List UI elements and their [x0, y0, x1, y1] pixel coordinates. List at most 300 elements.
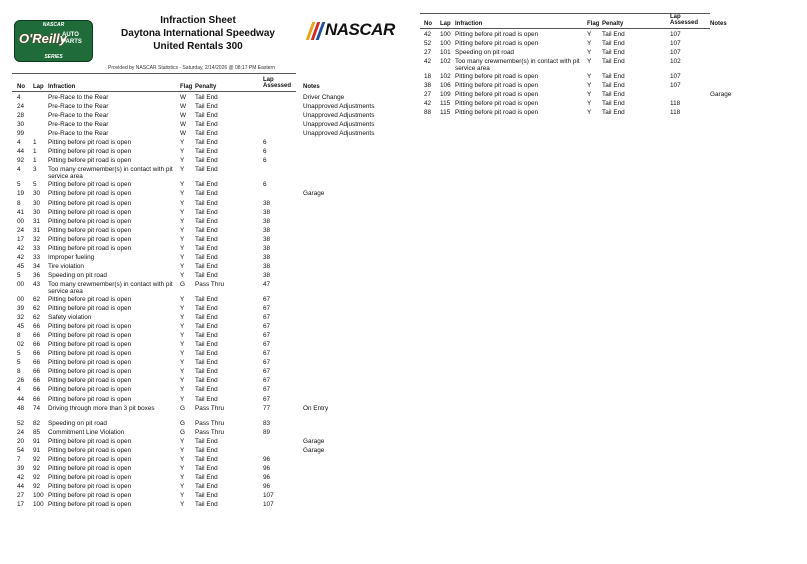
- cell-notes: Unapproved Adjustments: [303, 103, 375, 111]
- table-row: [12, 464, 407, 473]
- cell-lap-assessed: 67: [263, 368, 271, 376]
- table-row: [12, 138, 407, 147]
- cell-no: 00: [17, 295, 25, 303]
- cell-no: 27: [424, 49, 432, 57]
- table-row: [12, 437, 407, 446]
- table-row: [12, 208, 407, 217]
- cell-lap: 66: [33, 350, 41, 358]
- cell-no: 30: [17, 121, 25, 129]
- cell-lap-assessed: 38: [263, 208, 271, 216]
- cell-penalty: Pass Thru: [195, 404, 225, 412]
- cell-penalty: Tail End: [195, 455, 218, 463]
- cell-penalty: Tail End: [602, 73, 625, 81]
- cell-penalty: Tail End: [602, 82, 625, 90]
- cell-infraction: Pitting before pit road is open: [48, 305, 132, 312]
- cell-infraction: Pitting before pit road is open: [48, 181, 132, 189]
- cell-no: 8: [17, 199, 21, 207]
- cell-lap-assessed: 47: [263, 280, 271, 288]
- cell-lap-assessed: 6: [263, 181, 267, 189]
- cell-lap: 66: [33, 395, 41, 403]
- cell-infraction: Pitting before pit road is open: [48, 157, 132, 165]
- cell-no: 02: [17, 341, 25, 349]
- cell-lap-assessed: 67: [263, 350, 271, 358]
- cell-lap-assessed: 6: [263, 157, 267, 165]
- cell-infraction: Pitting before pit road is open: [48, 199, 132, 207]
- cell-no: 39: [17, 305, 25, 312]
- cell-lap: 102: [440, 73, 451, 81]
- cell-lap: 101: [440, 49, 451, 57]
- cell-lap-assessed: 38: [263, 271, 271, 279]
- table-row: [12, 349, 407, 358]
- cell-no: 41: [17, 208, 25, 216]
- table-row: [12, 226, 407, 235]
- cell-infraction: Pitting before pit road is open: [48, 295, 132, 303]
- logo-series-bottom: SERIES: [44, 54, 63, 60]
- cell-flag: W: [180, 121, 187, 129]
- cell-penalty: Tail End: [195, 359, 218, 367]
- cell-no: 5: [17, 350, 21, 358]
- cell-penalty: Tail End: [195, 473, 218, 481]
- cell-infraction: Pre-Race to the Rear: [48, 130, 109, 138]
- cell-notes: On Entry: [303, 404, 329, 412]
- cell-penalty: Tail End: [195, 464, 218, 472]
- cell-no: 8: [17, 368, 21, 376]
- cell-penalty: Tail End: [602, 49, 625, 57]
- cell-lap: 66: [33, 341, 41, 349]
- cell-lap: 33: [33, 253, 41, 261]
- cell-penalty: Tail End: [602, 109, 625, 117]
- nascar-stripes-icon: [305, 22, 327, 40]
- cell-lap: 100: [440, 31, 451, 38]
- cell-lap-assessed: 38: [263, 244, 271, 252]
- cell-lap-assessed: 118: [670, 100, 681, 108]
- cell-lap-assessed: 6: [263, 148, 267, 156]
- cell-flag: Y: [180, 501, 185, 508]
- cell-infraction: Tire violation: [48, 262, 84, 270]
- cell-infraction: Pitting before pit road is open: [48, 437, 132, 445]
- title-block: [108, 14, 288, 53]
- cell-penalty: Pass Thru: [195, 428, 225, 436]
- cell-lap-assessed: 77: [263, 404, 271, 412]
- cell-lap: 91: [33, 437, 41, 445]
- cell-flag: G: [180, 419, 185, 427]
- cell-lap-assessed: 67: [263, 332, 271, 340]
- col-notes: Notes: [303, 84, 320, 90]
- table-row: [12, 129, 407, 138]
- cell-penalty: Tail End: [195, 181, 218, 189]
- table-row: [12, 304, 407, 313]
- cell-flag: Y: [180, 350, 185, 358]
- cell-flag: Y: [587, 109, 592, 117]
- cell-lap-assessed: 67: [263, 377, 271, 385]
- cell-flag: Y: [180, 314, 185, 322]
- cell-infraction: Commitment Line Violation: [48, 428, 125, 436]
- cell-flag: Y: [587, 91, 592, 99]
- cell-infraction: Pitting before pit road is open: [48, 395, 132, 403]
- cell-no: 39: [17, 464, 25, 472]
- table-row: [12, 500, 407, 509]
- table-row: [12, 244, 407, 253]
- cell-no: 42: [424, 58, 432, 66]
- cell-penalty: Tail End: [195, 323, 218, 331]
- cell-lap: 66: [33, 377, 41, 385]
- cell-flag: Y: [180, 181, 185, 189]
- cell-lap: 3: [33, 166, 37, 174]
- cell-penalty: Tail End: [195, 350, 218, 358]
- cell-flag: Y: [180, 208, 185, 216]
- cell-flag: Y: [180, 199, 185, 207]
- table-row: [12, 111, 407, 120]
- cell-flag: Y: [587, 49, 592, 57]
- cell-notes: Garage: [303, 437, 325, 445]
- cell-flag: W: [180, 94, 187, 101]
- cell-lap-assessed: 67: [263, 295, 271, 303]
- cell-flag: Y: [180, 295, 185, 303]
- cell-lap: 66: [33, 386, 41, 394]
- provided-by: Provided by NASCAR Statistics - Saturday, 2/14/2026 @ 08:17 PM Eastern: [108, 65, 276, 71]
- cell-no: 54: [17, 446, 25, 454]
- cell-lap-assessed: 67: [263, 341, 271, 349]
- table-row: [12, 235, 407, 244]
- cell-lap: 92: [33, 482, 41, 490]
- cell-lap: 62: [33, 295, 41, 303]
- cell-flag: Y: [180, 491, 185, 499]
- cell-infraction: Pitting before pit road is open: [48, 491, 132, 499]
- table-row: [12, 419, 407, 428]
- cell-penalty: Tail End: [195, 377, 218, 385]
- cell-no: 28: [17, 112, 25, 120]
- cell-penalty: Tail End: [602, 91, 625, 99]
- cell-no: 7: [17, 455, 21, 463]
- cell-lap-assessed: 67: [263, 323, 271, 331]
- cell-penalty: Tail End: [195, 341, 218, 349]
- cell-notes: Garage: [303, 446, 325, 454]
- table-row: [12, 395, 407, 404]
- table-row: [12, 376, 407, 385]
- cell-lap-assessed: 83: [263, 419, 271, 427]
- cell-no: 24: [17, 428, 25, 436]
- cell-flag: Y: [180, 368, 185, 376]
- table-row: [419, 48, 807, 57]
- cell-lap: 85: [33, 428, 41, 436]
- cell-infraction: Pre-Race to the Rear: [48, 121, 109, 129]
- track-name: Daytona International Speedway: [121, 28, 275, 39]
- logo-auto-parts: AUTO PARTS: [62, 32, 82, 45]
- cell-lap-assessed: 38: [263, 217, 271, 225]
- table-row: [12, 331, 407, 340]
- cell-lap: 100: [33, 501, 44, 508]
- cell-no: 88: [424, 109, 432, 117]
- col-lap: Lap: [440, 21, 451, 27]
- cell-notes: Garage: [303, 190, 325, 198]
- cell-no: 8: [17, 332, 21, 340]
- cell-penalty: Tail End: [195, 148, 218, 156]
- cell-infraction: Driving through more than 3 pit boxes: [48, 404, 155, 412]
- cell-infraction: Pitting before pit road is open: [455, 109, 539, 117]
- cell-penalty: Tail End: [195, 491, 218, 499]
- cell-lap: 115: [440, 100, 451, 108]
- cell-no: 18: [424, 73, 432, 81]
- cell-infraction: Too many crewmember(s) in contact with pit service area: [48, 280, 173, 295]
- cell-flag: Y: [180, 139, 185, 147]
- cell-infraction: Too many crewmember(s) in contact with pit service area: [48, 166, 173, 181]
- cell-no: 38: [424, 82, 432, 90]
- cell-notes: Driver Change: [303, 94, 345, 101]
- cell-no: 52: [424, 40, 432, 48]
- logo-series-top: NASCAR: [42, 22, 65, 28]
- cell-infraction: Pitting before pit road is open: [48, 473, 132, 481]
- cell-no: 32: [17, 314, 25, 322]
- cell-lap: 100: [440, 40, 451, 48]
- cell-infraction: Pitting before pit road is open: [48, 323, 132, 331]
- cell-lap-assessed: 96: [263, 464, 271, 472]
- cell-lap: 82: [33, 419, 41, 427]
- cell-flag: Y: [180, 235, 185, 243]
- cell-infraction: Pitting before pit road is open: [48, 148, 132, 156]
- cell-lap-assessed: 107: [263, 491, 274, 499]
- cell-lap-assessed: 67: [263, 314, 271, 322]
- cell-flag: Y: [587, 31, 592, 38]
- cell-no: 99: [17, 130, 25, 138]
- table-row: [419, 81, 807, 90]
- table-row: [12, 340, 407, 349]
- cell-lap: 66: [33, 323, 41, 331]
- cell-infraction: Pitting before pit road is open: [48, 455, 132, 463]
- cell-penalty: Tail End: [602, 40, 625, 48]
- cell-lap: 1: [33, 148, 37, 156]
- table-row: [12, 199, 407, 208]
- cell-infraction: Speeding on pit road: [455, 49, 514, 57]
- cell-no: 42: [17, 244, 25, 252]
- cell-lap: 92: [33, 455, 41, 463]
- cell-no: 17: [17, 235, 25, 243]
- left-table-header-rule: [12, 91, 296, 92]
- cell-penalty: Tail End: [195, 271, 218, 279]
- cell-flag: Y: [180, 464, 185, 472]
- right-table-header-rule: [420, 28, 710, 29]
- col-notes: Notes: [710, 21, 727, 27]
- table-row: [12, 189, 407, 198]
- cell-lap: 5: [33, 181, 37, 189]
- cell-lap-assessed: 6: [263, 139, 267, 147]
- cell-notes: Unapproved Adjustments: [303, 112, 375, 120]
- table-row: [419, 72, 807, 81]
- col-lap: Lap: [33, 84, 44, 90]
- right-table-top-rule: [420, 13, 710, 14]
- cell-lap-assessed: 38: [263, 226, 271, 234]
- cell-no: 45: [17, 323, 25, 331]
- cell-lap-assessed: 67: [263, 386, 271, 394]
- cell-lap-assessed: 107: [670, 40, 681, 48]
- cell-flag: Y: [180, 253, 185, 261]
- cell-penalty: Tail End: [195, 501, 218, 508]
- cell-penalty: Tail End: [195, 139, 218, 147]
- cell-infraction: Pitting before pit road is open: [455, 100, 539, 108]
- cell-lap: 109: [440, 91, 451, 99]
- cell-penalty: Tail End: [195, 130, 218, 138]
- cell-lap-assessed: 107: [670, 49, 681, 57]
- cell-flag: W: [180, 130, 187, 138]
- cell-flag: W: [180, 112, 187, 120]
- cell-lap-assessed: 107: [670, 73, 681, 81]
- cell-flag: G: [180, 404, 185, 412]
- cell-lap: 66: [33, 359, 41, 367]
- cell-lap: 1: [33, 157, 37, 165]
- table-row: [419, 108, 807, 117]
- race-name: United Rentals 300: [153, 41, 243, 52]
- cell-no: 4: [17, 386, 21, 394]
- cell-notes: Unapproved Adjustments: [303, 130, 375, 138]
- cell-lap-assessed: 118: [670, 109, 681, 117]
- cell-flag: Y: [180, 262, 185, 270]
- cell-infraction: Pre-Race to the Rear: [48, 103, 109, 111]
- cell-no: 24: [17, 103, 25, 111]
- table-row: [419, 30, 807, 39]
- cell-penalty: Tail End: [195, 94, 218, 101]
- cell-infraction: Pitting before pit road is open: [48, 244, 132, 252]
- cell-no: 00: [17, 280, 25, 288]
- cell-lap-assessed: 102: [670, 58, 681, 66]
- cell-infraction: Pitting before pit road is open: [455, 31, 539, 38]
- cell-penalty: Tail End: [195, 235, 218, 243]
- cell-flag: Y: [180, 473, 185, 481]
- cell-no: 42: [424, 100, 432, 108]
- cell-flag: Y: [180, 305, 185, 312]
- cell-flag: G: [180, 428, 185, 436]
- cell-flag: Y: [587, 82, 592, 90]
- cell-notes: Garage: [710, 91, 732, 99]
- cell-infraction: Too many crewmember(s) in contact with pit service area: [455, 58, 580, 73]
- cell-lap: 36: [33, 271, 41, 279]
- cell-lap: 30: [33, 199, 41, 207]
- cell-lap: 62: [33, 314, 41, 322]
- cell-penalty: Tail End: [195, 314, 218, 322]
- cell-flag: Y: [180, 341, 185, 349]
- cell-no: 27: [17, 491, 25, 499]
- cell-no: 20: [17, 437, 25, 445]
- table-row: [12, 385, 407, 394]
- cell-lap: 43: [33, 280, 41, 288]
- cell-no: 19: [17, 190, 25, 198]
- table-row: [12, 156, 407, 165]
- cell-lap-assessed: 67: [263, 305, 271, 312]
- cell-flag: Y: [180, 190, 185, 198]
- cell-infraction: Pitting before pit road is open: [48, 235, 132, 243]
- col-penalty: Penalty: [195, 84, 217, 90]
- table-row: [12, 428, 407, 437]
- cell-lap: 31: [33, 226, 41, 234]
- cell-flag: Y: [180, 166, 185, 174]
- nascar-wordmark: NASCAR: [325, 20, 395, 39]
- cell-flag: Y: [180, 377, 185, 385]
- table-row: [12, 313, 407, 322]
- table-row: [12, 404, 407, 420]
- table-row: [12, 367, 407, 376]
- cell-penalty: Tail End: [195, 103, 218, 111]
- cell-notes: Unapproved Adjustments: [303, 121, 375, 129]
- cell-lap-assessed: 38: [263, 199, 271, 207]
- cell-lap: 115: [440, 109, 451, 117]
- table-row: [12, 147, 407, 156]
- cell-infraction: Speeding on pit road: [48, 271, 107, 279]
- cell-penalty: Tail End: [195, 121, 218, 129]
- cell-lap: 92: [33, 473, 41, 481]
- col-no: No: [424, 21, 432, 27]
- cell-lap: 91: [33, 446, 41, 454]
- cell-flag: Y: [180, 226, 185, 234]
- cell-infraction: Improper fueling: [48, 253, 95, 261]
- cell-penalty: Tail End: [195, 305, 218, 312]
- cell-lap: 74: [33, 404, 41, 412]
- cell-lap: 1: [33, 139, 37, 147]
- cell-no: 5: [17, 181, 21, 189]
- table-row: [12, 322, 407, 331]
- table-row: [12, 217, 407, 226]
- cell-flag: Y: [180, 244, 185, 252]
- cell-flag: Y: [180, 359, 185, 367]
- cell-no: 48: [17, 404, 25, 412]
- cell-no: 42: [424, 31, 432, 38]
- cell-penalty: Tail End: [195, 295, 218, 303]
- cell-infraction: Pitting before pit road is open: [48, 359, 132, 367]
- cell-flag: Y: [180, 148, 185, 156]
- cell-flag: Y: [180, 332, 185, 340]
- col-penalty: Penalty: [602, 21, 624, 27]
- cell-infraction: Pitting before pit road is open: [48, 341, 132, 349]
- cell-no: 4: [17, 139, 21, 147]
- cell-no: 24: [17, 226, 25, 234]
- cell-no: 44: [17, 482, 25, 490]
- cell-lap: 34: [33, 262, 41, 270]
- cell-infraction: Safety violation: [48, 314, 92, 322]
- cell-no: 44: [17, 395, 25, 403]
- cell-lap: 100: [33, 491, 44, 499]
- cell-lap: 106: [440, 82, 451, 90]
- table-row: [419, 99, 807, 108]
- cell-penalty: Tail End: [195, 166, 218, 174]
- cell-flag: Y: [180, 455, 185, 463]
- cell-flag: Y: [180, 395, 185, 403]
- cell-infraction: Pitting before pit road is open: [48, 482, 132, 490]
- cell-infraction: Pitting before pit road is open: [48, 217, 132, 225]
- cell-infraction: Pitting before pit road is open: [48, 226, 132, 234]
- cell-infraction: Speeding on pit road: [48, 419, 107, 427]
- cell-penalty: Pass Thru: [195, 419, 225, 427]
- cell-lap-assessed: 107: [670, 82, 681, 90]
- cell-lap: 31: [33, 217, 41, 225]
- cell-lap-assessed: 96: [263, 473, 271, 481]
- cell-penalty: Tail End: [195, 112, 218, 120]
- table-row: [12, 165, 407, 181]
- cell-lap: 32: [33, 235, 41, 243]
- cell-flag: Y: [587, 73, 592, 81]
- cell-lap-assessed: 107: [670, 31, 681, 38]
- cell-penalty: Tail End: [602, 31, 625, 38]
- table-row: [12, 93, 407, 102]
- cell-infraction: Pitting before pit road is open: [48, 208, 132, 216]
- page-title: Infraction Sheet: [160, 15, 236, 26]
- cell-penalty: Tail End: [195, 332, 218, 340]
- table-row: [12, 491, 407, 500]
- cell-lap-assessed: 38: [263, 235, 271, 243]
- cell-penalty: Pass Thru: [195, 280, 225, 288]
- cell-flag: Y: [180, 217, 185, 225]
- cell-lap-assessed: 89: [263, 428, 271, 436]
- cell-flag: G: [180, 280, 185, 288]
- cell-infraction: Pre-Race to the Rear: [48, 94, 109, 101]
- cell-no: 27: [424, 91, 432, 99]
- table-row: [419, 39, 807, 48]
